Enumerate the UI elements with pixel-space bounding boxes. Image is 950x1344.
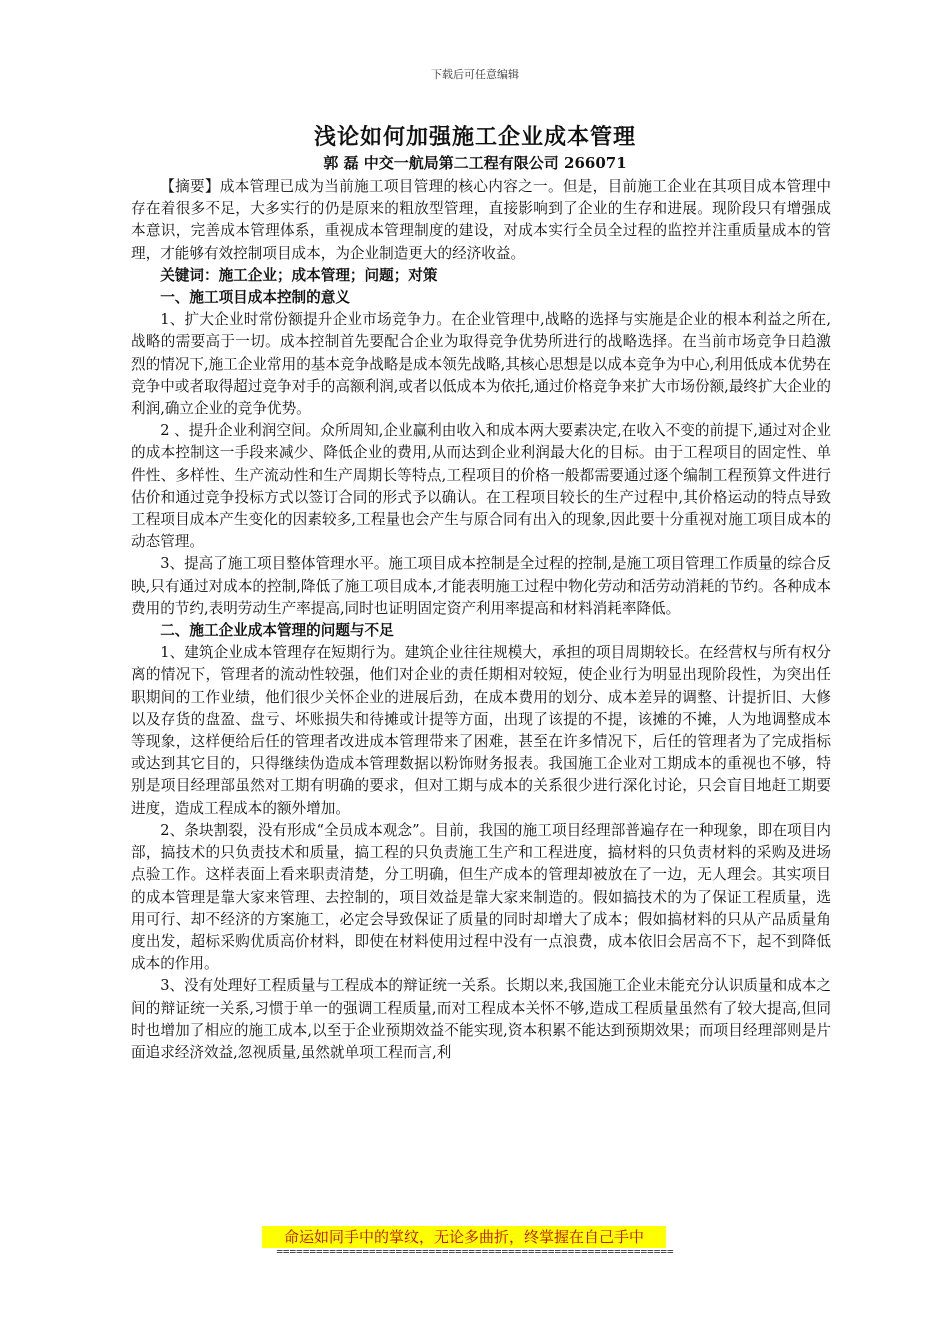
section-heading-2: 二、施工企业成本管理的问题与不足 [160,622,394,640]
keywords-line: 关键词：施工企业；成本管理；问题；对策 [160,266,438,284]
document-title: 浅论如何加强施工企业成本管理 [313,124,636,150]
body-paragraph: 2、条块割裂，没有形成“全员成本观念”。目前，我国的施工项目经理部普遍存在一种现象，即在项目内部，搞技术的只负责技术和质量，搞工程的只负责施工生产和工程进度，搞材料的只负责材料的采购及进场点验工作。这样表面上看来职责清楚，分工明确，但生产成本的管理却被放在了一边，无人理会。其实项目的成本管理是靠大家来管理、去控制的，项目效益是靠大家来制造的。假如搞技术的为了保证工程质量，选用可行、却不经济的方案施工，必定会导致保证了质量的同时却增大了成本；假如搞材料的只从产品质量角度出发，超标采购优质高价材料，即使在材料使用过程中没有一点浪费，成本依旧会居高不下，起不到降低成本的作用。 [131,821,831,973]
section-heading-1: 一、施工项目成本控制的意义 [160,289,350,307]
footer-rule: ============================================================ [276,1245,674,1258]
body-paragraph: 2 、提升企业利润空间。众所周知,企业赢利由收入和成本两大要素决定,在收入不变的前提下,通过对企业的成本控制这一手段来减少、降低企业的费用,从而达到企业利润最大化的目标。由于工程项目的固定性、单件性、多样性、生产流动性和生产周期长等特点,工程项目的价格一般都需要通过逐个编制工程预算文件进行估价和通过竞争投标方式以签订合同的形式予以确认。在工程项目较长的生产过程中,其价格运动的特点导致工程项目成本产生变化的因素较多,工程量也会产生与原合同有出入的现象,因此要十分重视对施工项目成本的动态管理。 [131,422,831,551]
document-body [131,176,831,1064]
author-line: 郭 磊 中交一航局第二工程有限公司 266071 [323,154,627,172]
body-paragraph: 1、建筑企业成本管理存在短期行为。建筑企业往往规模大，承担的项目周期较长。在经营权与所有权分离的情况下，管理者的流动性较强，他们对企业的责任期相对较短，使企业行为明显出现阶段性，为突出任职期间的工作业绩，他们很少关怀企业的进展后劲，在成本费用的划分、成本差异的调整、计提折旧、大修以及存货的盘盈、盘亏、坏账损失和待摊或计提等方面，出现了该提的不提，该摊的不摊，人为地调整成本等现象，这样便给后任的管理者改进成本管理带来了困难，甚至在许多情况下，后任的管理者为了完成指标或达到其它目的，只得继续伪造成本管理数据以粉饰财务报表。我国施工企业对工期成本的重视也不够，特别是项目经理部虽然对工期有明确的要求，但对工期与成本的关系很少进行深化讨论，只会盲目地赶工期要进度，造成工程成本的额外增加。 [131,644,831,817]
body-paragraph: 3、提高了施工项目整体管理水平。施工项目成本控制是全过程的控制,是施工项目管理工作质量的综合反映,只有通过对成本的控制,降低了施工项目成本,才能表明施工过程中物化劳动和活劳动消耗的节约。各种成本费用的节约,表明劳动生产率提高,同时也证明固定资产利用率提高和材料消耗率降低。 [131,555,831,617]
body-paragraph: 1、扩大企业时常份额提升企业市场竞争力。在企业管理中,战略的选择与实施是企业的根本利益之所在,战略的需要高于一切。成本控制首先要配合企业为取得竞争优势所进行的战略选择。在当前市场竞争日趋激烈的情况下,施工企业常用的基本竞争战略是成本领先战略,其核心思想是以成本竞争为中心,利用低成本优势在竞争中或者取得超过竞争对手的高额利润,或者以低成本为依托,通过价格竞争来扩大市场份额,最终扩大企业的利润,确立企业的竞争优势。 [131,311,831,418]
abstract-paragraph: 【摘要】成本管理已成为当前施工项目管理的核心内容之一。但是，目前施工企业在其项目成本管理中存在着很多不足，大多实行的仍是原来的粗放型管理，直接影响到了企业的生存和进展。现阶段只有增强成本意识，完善成本管理体系，重视成本管理制度的建设，对成本实行全员全过程的监控并注重质量成本的管理，才能够有效控制项目成本，为企业制造更大的经济收益。 [131,178,831,262]
footer-slogan: 命运如同手中的掌纹，无论多曲折，终掌握在自己手中 [262,1226,666,1248]
header-note: 下载后可任意编辑 [431,68,519,81]
body-paragraph: 3、没有处理好工程质量与工程成本的辩证统一关系。长期以来,我国施工企业未能充分认识质量和成本之间的辩证统一关系,习惯于单一的强调工程质量,而对工程成本关怀不够,造成工程质量虽然有了较大提高,但同时也增加了相应的施工成本,以至于企业预期效益不能实现,资本积累不能达到预期效果；而项目经理部则是片面追求经济效益,忽视质量,虽然就单项工程而言,利 [131,977,831,1061]
